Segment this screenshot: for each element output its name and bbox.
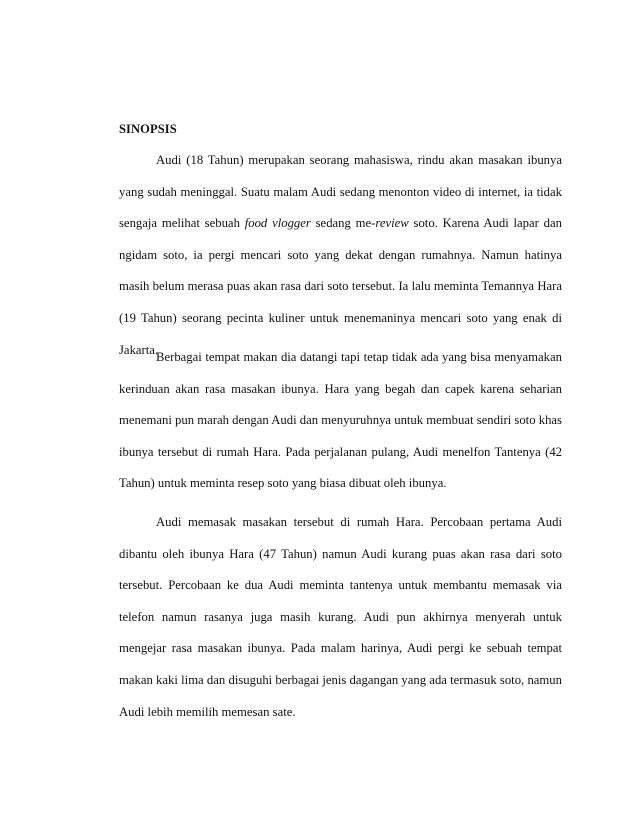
synopsis-paragraph-1 [119,145,562,366]
paragraph-italic-text: review [375,216,409,231]
paragraph-text: sedang me- [310,216,376,231]
synopsis-heading: SINOPSIS [119,122,177,136]
synopsis-paragraph-3 [119,507,562,728]
paragraph-text: Berbagai tempat makan dia datangi tapi tetap tidak ada yang bisa menyamakan kerinduan akan rasa masakan ibunya. Hara yang begah dan capek karena seharian menemani pun marah dengan Audi dan menyuruhnya untuk membuat sendiri soto khas ibunya tersebut di rumah Hara. Pada perjalanan pulang, Audi menelfon Tantenya (42 Tahun) untuk meminta resep soto yang biasa dibuat oleh ibunya. [119,350,562,491]
synopsis-paragraph-2 [119,342,562,500]
paragraph-text: Audi memasak masakan tersebut di rumah Hara. Percobaan pertama Audi dibantu oleh ibunya Hara (47 Tahun) namun Audi kurang puas akan rasa dari soto tersebut. Percobaan ke dua Audi meminta tantenya untuk membantu memasak via telefon namun rasanya juga masih kurang. Audi pun akhirnya menyerah untuk mengejar rasa masakan ibunya. Pada malam harinya, Audi pergi ke sebuah tempat makan kaki lima dan disuguhi berbagai jenis dagangan yang ada termasuk soto, namun Audi lebih memilih memesan sate. [119,515,562,719]
paragraph-italic-text: food vlogger [244,216,311,231]
paragraph-text: soto. Karena Audi lapar dan ngidam soto, ia pergi mencari soto yang dekat dengan rumahnya. Namun hatinya masih belum merasa puas akan rasa dari soto tersebut. Ia lalu meminta Temannya Hara (19 Tahun) seorang pecinta kuliner untuk menemaninya mencari soto yang enak di Jakarta. [119,216,562,357]
paragraph-text: Audi (18 Tahun) merupakan seorang mahasiswa, rindu akan masakan ibunya yang sudah meninggal. Suatu malam Audi sedang menonton video di internet, ia tidak sengaja melihat sebuah [119,153,562,231]
